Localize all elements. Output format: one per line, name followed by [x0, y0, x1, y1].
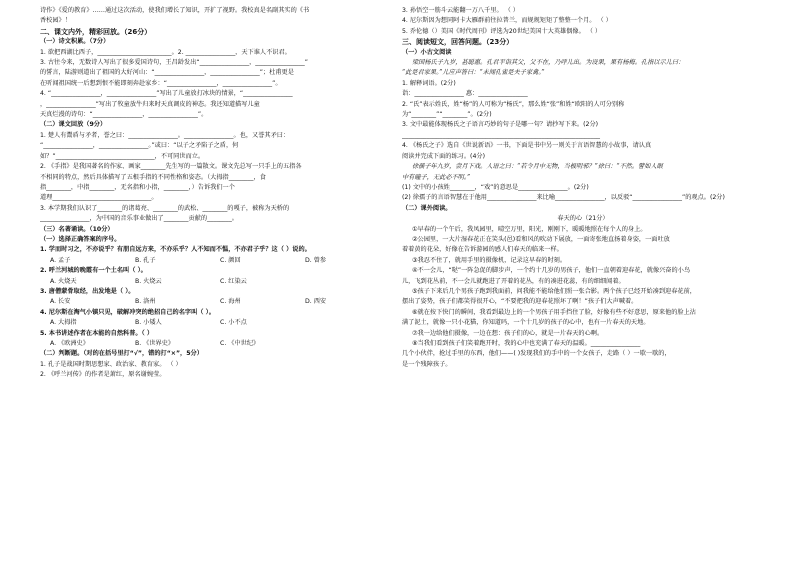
right-column [402, 6, 764, 370]
story-paragraph: 儿，飞到花丛前，不一会儿就跑进了开着的花丛，有的凑进花蕊，有的细细闻着。 [402, 277, 625, 285]
question-4-options [40, 318, 390, 328]
part-1-title: （一）诗文积累。（7分） [40, 38, 110, 46]
option: B. 火烧云 [135, 277, 162, 285]
question-1: 1. 学而时习之，不亦说乎？有朋自远方来，不亦乐乎？人不知而不愠，不亦君子乎？这（ ）说的。 [40, 246, 311, 254]
option: B. 《世界史》 [135, 340, 175, 347]
judgement-item: 3. 孙悟空一筋斗云能翻一万八千里。 （ ） [402, 7, 519, 14]
review-line: 如？”________________________________，不可同世而立。 [40, 152, 205, 160]
poetry-line: 天真烂漫的诗句：“________________，________________”。 [40, 111, 208, 119]
review-line: 道理________________________________。 [40, 194, 158, 202]
review-line: 指________，中指________，无名指和小指，________，）告诉我们一个 [40, 183, 235, 191]
question-5-options [40, 339, 390, 349]
option: C. 颜回 [220, 256, 241, 264]
multiple-choice-title: （一）选择正确答案的序号。 [40, 235, 121, 243]
poetry-line: 4. “________________，________________”写出了儿童放打冰块的情景，“________________ [40, 90, 293, 98]
story-paragraph: ②公园里，一大片湿春花正在笑头(邑)看和风的吹动下展放，一面寄张地直扬着身姿，一面吐放 [412, 235, 670, 243]
story-paragraph: ④不一会儿，“哒”一阵急促的脚步声，一个约十几岁的男孩子，他们一直朝着迎春花，就像兴奋的小鸟 [412, 267, 691, 275]
reading-question: (1) 文中的小孩姓________，“戏”的意思是________________。(2分) [402, 183, 589, 191]
reading-question: (2) 徐孺子的言语智慧在于他用________________来比喻________________，以反驳“________________”的观点。(2分) [402, 194, 725, 202]
part-3-title: （三）名著诵读。（10分） [40, 225, 114, 233]
review-line: 3. 本学期我们认识了________的诸葛亮、________的武松、________的嘎子，被称为天桥的 [40, 204, 290, 212]
option: B. 孔子 [135, 256, 156, 264]
option: A. 长安 [50, 298, 71, 306]
classical-text: 梁国杨氏子九岁，甚聪惠。孔君平诣其父，父不在，乃呼儿出。为设果，果有杨梅。孔指以示儿曰： [412, 59, 685, 67]
option: C. 海州 [220, 298, 241, 306]
left-column [40, 6, 390, 381]
judgement-title: （二）判断题。（对的在括号里打“√”，错的打“×”，5分） [40, 350, 203, 358]
option: A. 孟子 [50, 256, 71, 264]
option: A. 火烧天 [50, 277, 77, 285]
classical-text: “此是君家果。”儿应声答曰：“未闻孔雀是夫子家禽。” [402, 69, 545, 77]
poetry-line: 3. 古往今来，无数诗人写出了很多爱国诗句，王昌龄发出“________________，________________” [40, 59, 308, 67]
intro-line-1: 诗作》《爱的教育》……通过这次活动，使我们增长了知识，开扩了视野。我校真是名副其实的《书 [40, 7, 310, 14]
reading-question: 4. 《杨氏之子》选自《世说新语》一书，下面是书中另一则关于言语智慧的小故事，请认真 [402, 142, 652, 150]
review-line: 不相同的特点，然后具体描写了五根手指的不同性格和姿态。（大拇指________，食 [40, 173, 266, 181]
review-line: 2. 《手指》是我国著名的作家、画家________先生写的一篇散文。课文先总写一只手上的五指各 [40, 163, 302, 171]
option: A. 大拇指 [50, 319, 77, 327]
judgement-item: 5. 乔伦德（）美国《时代周刊》评选为20世纪美国十大英雄偶像。 （ ） [402, 27, 602, 35]
option: B. 洛州 [135, 298, 156, 306]
section-2-title: 二、课文内外，精彩回放。（26分） [40, 27, 152, 36]
judgement-item: 1. 孔子是战国时期思想家、政治家、教育家。 （ ） [40, 360, 182, 368]
story-paragraph: 着着黄的花朵，好像在告诉游园的感人们春天的临来一样。 [402, 246, 563, 254]
reading-question: 诣：________________ 惠：________________ [402, 90, 528, 98]
poetry-line: 1. 欲把西湖比西子，________________________。2. ________________，天下谁人不识君。 [40, 48, 291, 56]
story-paragraph: 摆出了姿势，孩子们都笑得很开心，“不要把我的迎春花照坏了啊！”孩子们大声喊着。 [402, 298, 638, 306]
poetry-line: 在听闻祖国统一后想到恨不能即刻奔赴家乡：“________________，________________”。 [40, 79, 282, 87]
option: C. 《中世纪》 [220, 340, 260, 347]
story-paragraph: ⑤孩子下来后几个男孩子跑到我面前，问我能不能给他们照一张合影。两个孩子已经开始凑到迎春花前， [412, 287, 696, 295]
classical-text-2: 徐孺子年九岁，尝月下戏。人语之曰：“若令月中无物，当极明邪？”徐曰：“不然。譬如人眼 [412, 163, 663, 171]
review-line: ________________，为中国的音乐事业做出了________贡献的________。 [40, 215, 238, 223]
question-4: 4. 尼尔斯在淘气小镇只见，破解冲突的绝招自己的名字叫（ ）。 [40, 308, 215, 316]
question-1-options [40, 256, 390, 266]
option: A. 《欧洲史》 [50, 340, 89, 347]
reading-question: 2. “氏”表示姓氏，姓“杨”的人可称为“杨氏”，那么姓“张”和姓“欧阳的人可分别称 [402, 100, 625, 108]
reading-question: 阅读并完成下面的练习。(4分) [402, 152, 486, 160]
answer-line: ________________________________________________________________ [402, 131, 600, 139]
reading-1-title: （一）小古文阅读 [402, 48, 452, 56]
section-3-title: 三、阅读短文，回答问题。（23分） [402, 38, 514, 47]
option: C. 小不点 [220, 319, 247, 327]
review-line: 1. 楚人有鬻盾与矛者，誉之曰：________________。________________。也，又誉其矛曰： [40, 131, 290, 139]
story-paragraph: ⑦我一边给他们摄像，一边在想：孩子们的心，就是一片春天的心啊。 [412, 329, 604, 337]
reading-2-title: （二）课外阅读。 [402, 204, 452, 212]
story-paragraph: 是一个残障孩子。 [402, 360, 452, 368]
story-paragraph: ①早春的一个午后，我凤园里，晴空万里，阳光，刚刚下，暖暖地照在每个人的身上。 [412, 225, 647, 233]
poetry-line: ，________________”写出了牧童放牛归来时天真调皮的神态。我还知道描写儿童 [40, 100, 260, 108]
reading-question: 为“________”“________”。(2分) [402, 111, 492, 119]
story-paragraph: 几个小伙伴，抢过手里的东西，他们——( )发现我们的手中的一个女孩子，走路（ ）一歇一歇的， [402, 350, 671, 358]
story-paragraph: ③我忍不住了，就用手里的摄像机，记录这早春的时刻。 [412, 256, 567, 264]
story-title: 春天的心（21分） [557, 215, 609, 223]
question-3-options [40, 297, 390, 307]
review-line: “________________，________________。”或曰：“以子之矛陷子之盾，何 [40, 142, 239, 150]
reading-question: 3. 文中最能体现杨氏之子语言巧妙的句子是哪一句？请抄写下来。(2分) [402, 121, 599, 129]
question-2: 2. 呼兰河城的晚霞有一个土名叫（ ）。 [40, 267, 147, 275]
story-paragraph: ⑥就在按下快门的瞬间，我看到最边上的一个男孩子用手挡住了脸，好像有些不好意思，原来他的脸上沾 [412, 308, 696, 316]
question-2-options [40, 277, 390, 287]
option: D. 西安 [305, 298, 327, 306]
story-paragraph: 满了泥土，就像一只小花猫，你知道吗，一个十几岁的孩子的心中，也有一片春天的天地。 [402, 319, 650, 327]
option: C. 红染云 [220, 277, 247, 285]
part-2-title: （二）课文回放（9分） [40, 121, 107, 129]
question-3: 3. 唐僧蒙骨取经，出发地是（ ）。 [40, 287, 135, 295]
option: D. 曾参 [305, 256, 327, 264]
judgement-item: 2. 《呼兰河传》的作者是萧红，原名谢婉莹。 [40, 371, 166, 379]
story-paragraph: ⑧当我们看到孩子们笑着跑开时，我的心中也充满了春天的温暖。________________ [412, 340, 641, 347]
reading-question: 1. 解释词语。(2分) [402, 79, 456, 87]
option: B. 小矮人 [135, 319, 162, 327]
classical-text-2: 中有瞳子，无此必不明。” [402, 173, 471, 181]
intro-line-2: 香校园》！ [40, 17, 71, 25]
poetry-line: 的誓言，陆游则道出了祖国的大好河山：“________________，________________”；杜甫更是 [40, 69, 294, 77]
judgement-item: 4. 尼尔斯因为想同阿卡大雁群前往拉普兰，而规规矩矩了整整一个月。 （ ） [402, 17, 612, 25]
question-5: 5. 本书讲述作者在本能的自然科普。（ ） [40, 329, 154, 337]
